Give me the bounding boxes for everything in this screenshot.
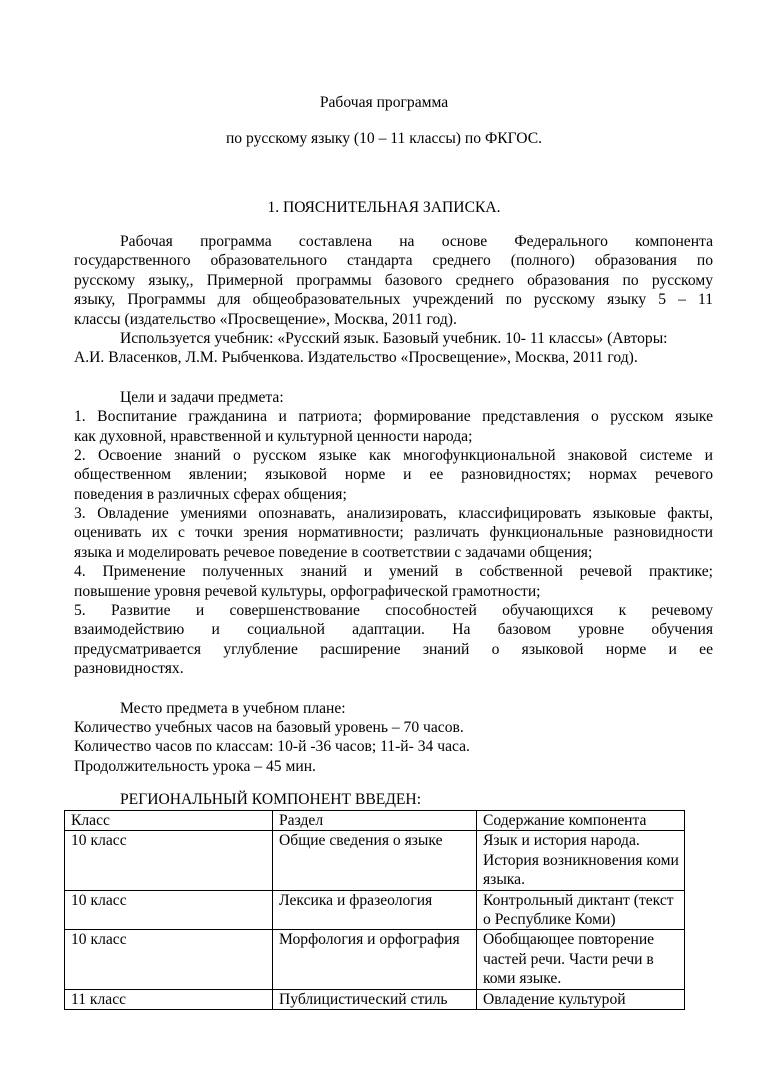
section-heading: 1. ПОЯСНИТЕЛЬНАЯ ЗАПИСКА. (267, 199, 501, 216)
regional-component-heading: РЕГИОНАЛЬНЫЙ КОМПОНЕНТ ВВЕДЕН: (120, 791, 422, 808)
document-title: Рабочая программа (319, 94, 449, 111)
place-heading: Место предмета в учебном плане: (120, 699, 346, 717)
place-line: Количество учебных часов на базовый уровень – 70 часов. (74, 718, 464, 736)
table-cell: Обобщающее повторение частей речи. Части речи в коми языке. (477, 930, 685, 989)
place-line: Количество часов по классам: 10-й -36 часов; 11-й- 34 часа. (74, 738, 470, 756)
table-cell: Контрольный диктант (текст о Республике Коми) (477, 890, 685, 930)
table-header-row (65, 811, 685, 831)
goal-line: 5. Развитие и совершенствование способностей обучающихся к речевому (74, 602, 713, 620)
goal-line: 4. Применение полученных знаний и умений в собственной речевой практике; (74, 563, 713, 581)
table-cell: 10 класс (65, 890, 273, 930)
paragraph-line: Рабочая программа составлена на основе Федерального компонента (120, 233, 713, 250)
table-header-cell: Содержание компонента (477, 811, 685, 831)
table-cell: Публицистический стиль (273, 989, 477, 1009)
paragraph-line: государственного образовательного стандарта среднего (полного) образования по (74, 252, 713, 270)
table-cell: Лексика и фразеология (273, 890, 477, 930)
goal-line: 3. Овладение умениями опознавать, анализировать, классифицировать языковые факты, (74, 505, 713, 523)
paragraph-line: А.И. Власенков, Л.М. Рыбченкова. Издательство «Просвещение», Москва, 2011 год). (74, 349, 638, 367)
table-row (65, 989, 685, 1009)
table-row (65, 930, 685, 989)
goal-line: 2. Освоение знаний о русском языке как многофункциональной знаковой системе и (74, 446, 713, 464)
document-subtitle: по русскому языку (10 – 11 классы) по ФКГОС. (225, 130, 543, 147)
table-cell: Общие сведения о языке (273, 831, 477, 890)
table-row (65, 831, 685, 890)
paragraph-line: классы (издательство «Просвещение», Москва, 2011 год). (74, 310, 457, 328)
table-cell: Овладение культурой (477, 989, 685, 1009)
document-body (74, 232, 713, 776)
goal-line: оценивать их с точки зрения нормативности; различать функциональные разновидности (74, 524, 713, 542)
table-header-cell: Раздел (273, 811, 477, 831)
table-cell: Язык и история народа. История возникновения коми языка. (477, 831, 685, 890)
paragraph-line: русскому языку,, Примерной программы базового среднего образования по русскому (74, 271, 713, 289)
goal-line: языка и моделировать речевое поведение в соответствии с задачами общения; (74, 543, 593, 561)
goal-line: предусматривается углубление расширение знаний о языковой норме и ее (74, 640, 713, 658)
goal-line: 1. Воспитание гражданина и патриота; формирование представления о русском языке (74, 408, 713, 426)
goal-line: взаимодействию и социальной адаптации. На базовом уровне обучения (74, 621, 713, 639)
paragraph-line: языку, Программы для общеобразовательных учреждений по русскому языку 5 – 11 (74, 291, 713, 309)
place-line: Продолжительность урока – 45 мин. (74, 757, 316, 775)
regional-component-table (64, 810, 685, 1010)
goals-heading: Цели и задачи предмета: (120, 388, 284, 406)
table-header-cell: Класс (65, 811, 273, 831)
goal-line: общественном явлении; языковой норме и ее разновидностях; нормах речевого (74, 466, 713, 484)
table-cell: 11 класс (65, 989, 273, 1009)
table-row (65, 890, 685, 930)
goal-line: разновидностях. (74, 660, 184, 678)
table-cell: 10 класс (65, 831, 273, 890)
paragraph-line: Используется учебник: «Русский язык. Базовый учебник. 10- 11 классы» (Авторы: (120, 329, 668, 347)
table-cell: Морфология и орфография (273, 930, 477, 989)
goal-line: повышение уровня речевой культуры, орфографической грамотности; (74, 582, 541, 600)
table-cell: 10 класс (65, 930, 273, 989)
goal-line: поведения в различных сферах общения; (74, 485, 347, 503)
goal-line: как духовной, нравственной и культурной ценности народа; (74, 427, 473, 445)
